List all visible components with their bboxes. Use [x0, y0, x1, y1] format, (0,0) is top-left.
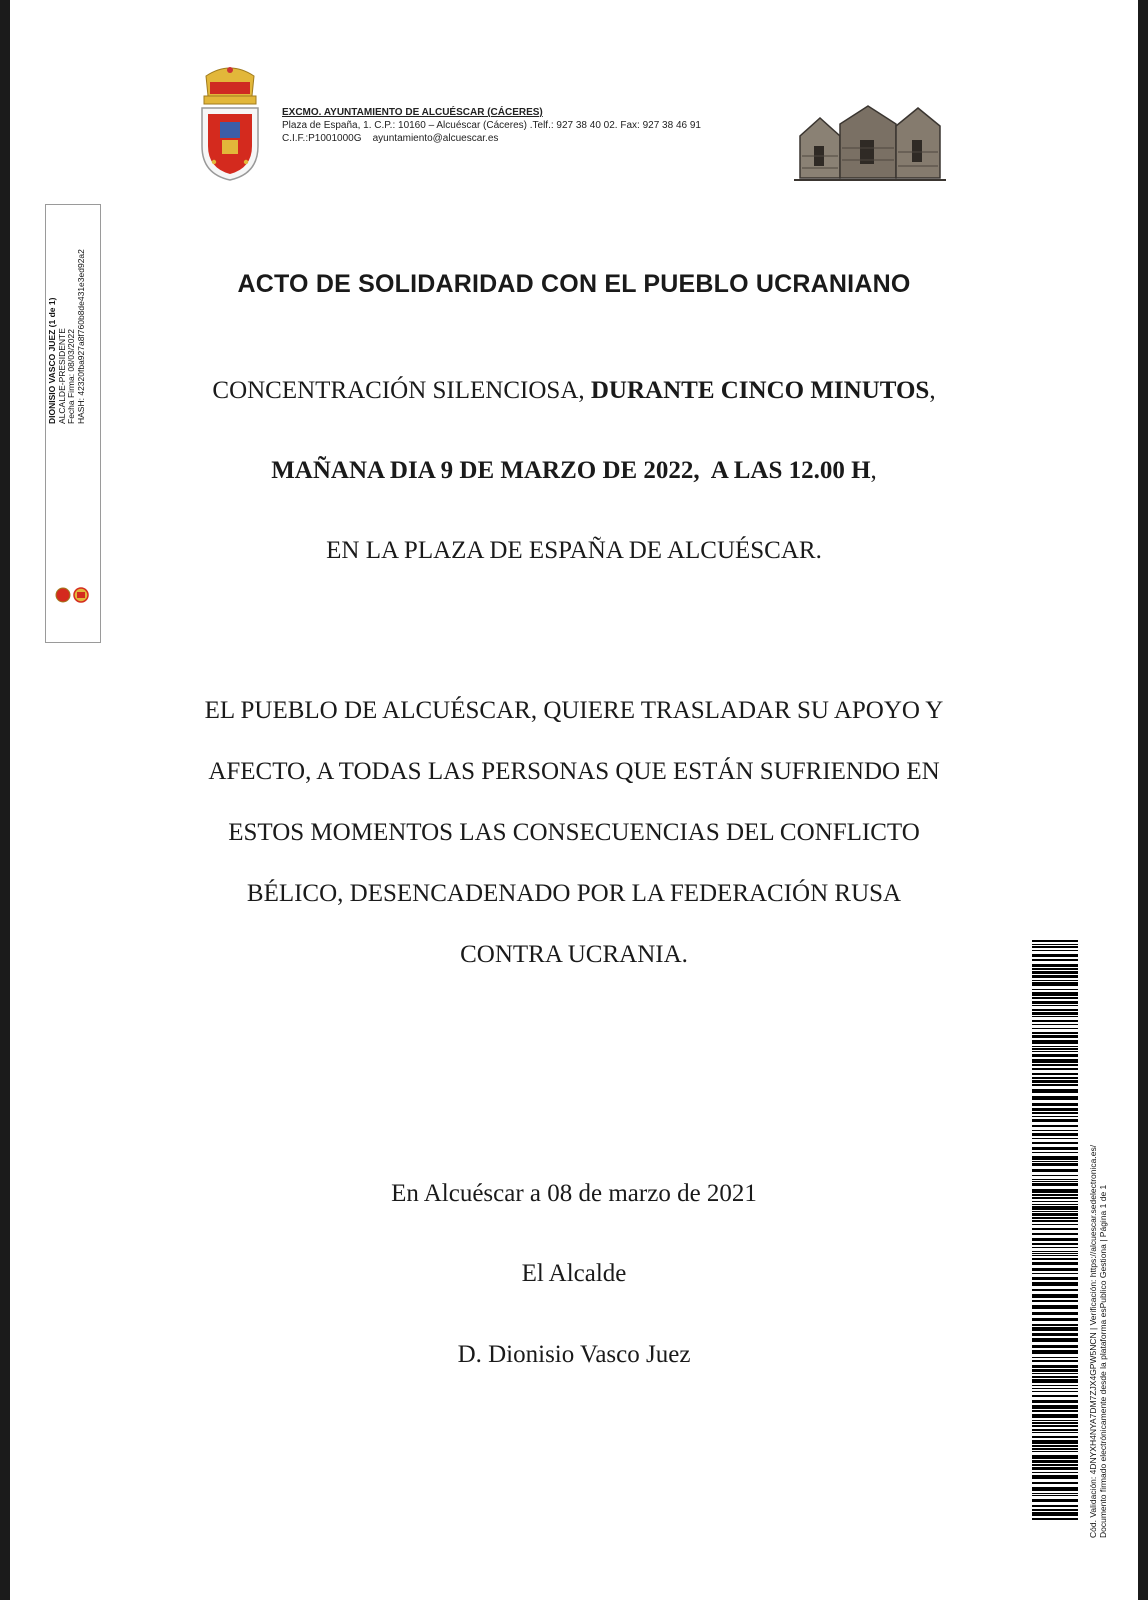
barcode-bar: [1032, 1436, 1078, 1438]
barcode-bar: [1032, 1179, 1078, 1180]
barcode-bar: [1032, 1233, 1078, 1235]
barcode-bar: [1032, 1084, 1078, 1086]
verification-line-1: Cód. Validación: 4DNYXH4NYA7DM7ZJX4GPW5NCN | Verificación: https://alcuescar.sedelectronica.es/: [1088, 1144, 1098, 1538]
barcode-bar: [1032, 1103, 1078, 1106]
barcode-bar: [1032, 1046, 1078, 1047]
barcode-bar: [1032, 1385, 1078, 1386]
signature-date: Fecha Firma: 08/03/2022: [66, 329, 76, 424]
announcement-line-1: [10, 377, 1138, 405]
barcode-bar: [1032, 1089, 1078, 1093]
barcode-bar: [1032, 1251, 1078, 1252]
barcode-bar: [1032, 1108, 1078, 1111]
barcode-bar: [1032, 971, 1078, 974]
barcode-bar: [1032, 1028, 1078, 1029]
barcode-bar: [1032, 1512, 1078, 1516]
barcode-bar: [1032, 1405, 1078, 1409]
barcode-bar: [1032, 1277, 1078, 1280]
barcode-bar: [1032, 1161, 1078, 1162]
barcode-bar: [1032, 1201, 1078, 1202]
barcode-bar: [1032, 1130, 1078, 1131]
barcode-bar: [1032, 1493, 1078, 1494]
barcode-bar: [1032, 1300, 1078, 1302]
barcode-bar: [1032, 1073, 1078, 1075]
barcode-bar: [1032, 1016, 1078, 1017]
church-illustration: [790, 96, 950, 182]
barcode-bar: [1032, 1213, 1078, 1216]
line1-normal: CONCENTRACIÓN SILENCIOSA,: [212, 377, 591, 404]
verification-line-2: Documento firmado electrónicamente desde la plataforma esPublico Gestiona | Página 1 de 1: [1098, 1184, 1108, 1538]
announcement-line-2: [10, 457, 1138, 485]
barcode-bar: [1032, 954, 1078, 957]
barcode-bar: [1032, 1112, 1078, 1114]
barcode-bar: [1032, 1035, 1078, 1038]
barcode-bar: [1032, 1175, 1078, 1176]
signature-seal-icon: [54, 584, 90, 606]
barcode-bar: [1032, 1169, 1078, 1172]
barcode-bar: [1032, 1440, 1078, 1444]
barcode-bar: [1032, 1460, 1078, 1463]
barcode-bar: [1032, 1410, 1078, 1412]
barcode-bar: [1032, 1422, 1078, 1424]
barcode-bar: [1032, 1255, 1078, 1256]
barcode-bar: [1032, 989, 1078, 990]
barcode-bar: [1032, 1262, 1078, 1265]
barcode-bar: [1032, 1189, 1078, 1193]
barcode-bar: [1032, 1499, 1078, 1502]
barcode-bar: [1032, 968, 1078, 970]
barcode-bar: [1032, 1133, 1078, 1136]
barcode-bar: [1032, 1220, 1078, 1222]
barcode-bar: [1032, 1243, 1078, 1245]
signature-role: ALCALDE-PRESIDENTE: [56, 328, 67, 424]
barcode-bar: [1032, 1505, 1078, 1507]
barcode-bar: [1032, 1001, 1078, 1004]
barcode-bar: [1032, 1142, 1078, 1144]
barcode-bar: [1032, 1051, 1078, 1052]
line1-bold: DURANTE CINCO MINUTOS: [590, 377, 930, 404]
barcode-bar: [1032, 944, 1078, 945]
barcode-bar: [1032, 1451, 1078, 1452]
barcode-bar: [1032, 1365, 1078, 1368]
barcode-bar: [1032, 1312, 1078, 1315]
paragraph-line: EL PUEBLO DE ALCUÉSCAR, QUIERE TRASLADAR SU APOYO Y: [204, 697, 944, 724]
barcode-bar: [1032, 1420, 1078, 1421]
barcode-bar: [1032, 1152, 1078, 1153]
barcode-bar: [1032, 1414, 1078, 1418]
barcode-bar: [1032, 1183, 1078, 1186]
barcode-bar: [1032, 1487, 1078, 1491]
barcode-bar: [1032, 1032, 1078, 1034]
paragraph-line: BÉLICO, DESENCADENADO POR LA FEDERACIÓN RUSA: [246, 880, 902, 907]
barcode-bar: [1032, 964, 1078, 967]
letterhead-title: EXCMO. AYUNTAMIENTO DE ALCUÉSCAR (CÁCERES): [282, 107, 543, 118]
barcode-bar: [1032, 1388, 1078, 1389]
barcode-bar: [1032, 997, 1078, 999]
barcode-bar: [1032, 992, 1078, 996]
barcode-bar: [1032, 946, 1078, 948]
barcode-bar: [1032, 1305, 1078, 1309]
barcode-bar: [1032, 975, 1078, 978]
barcode-bar: [1032, 1096, 1078, 1100]
barcode-bar: [1032, 950, 1078, 951]
signature-hash: HASH: 42320fba927a8f760b8de431e3ed92a2: [75, 249, 86, 424]
barcode-bar: [1032, 959, 1078, 961]
barcode-bar: [1032, 1012, 1078, 1015]
barcode-bar: [1032, 1376, 1078, 1378]
line1-end: ,: [929, 377, 936, 404]
date-line: En Alcuéscar a 08 de marzo de 2021: [391, 1180, 757, 1207]
document-title: ACTO DE SOLIDARIDAD CON EL PUEBLO UCRANIANO: [237, 270, 911, 298]
barcode-bar: [1032, 980, 1078, 981]
barcode-bar: [1032, 1119, 1078, 1122]
barcode-bar: [1032, 1138, 1078, 1139]
barcode-bar: [1032, 1147, 1078, 1150]
barcode-bar: [1032, 1224, 1078, 1225]
barcode-bar: [1032, 1333, 1078, 1336]
barcode-bar: [1032, 1495, 1078, 1496]
barcode-bar: [1032, 1156, 1078, 1160]
signer-role: El Alcalde: [521, 1260, 627, 1287]
barcode-bar: [1032, 1217, 1078, 1219]
barcode-bar: [1032, 982, 1078, 986]
barcode-bar: [1032, 1455, 1078, 1459]
coat-of-arms-logo: [196, 66, 264, 184]
barcode-bar: [1032, 1369, 1078, 1372]
barcode-bar: [1032, 1059, 1078, 1063]
barcode-bar: [1032, 1472, 1078, 1473]
barcode-bar: [1032, 1464, 1078, 1466]
barcode-bar: [1032, 1350, 1078, 1354]
barcode-bar: [1032, 1197, 1078, 1199]
barcode-bar: [1032, 1445, 1078, 1447]
paragraph-line: AFECTO, A TODAS LAS PERSONAS QUE ESTÁN SUFRIENDO EN: [208, 758, 940, 785]
barcode-bar: [1032, 1518, 1078, 1520]
barcode-bar: [1032, 1253, 1078, 1254]
barcode-bar: [1032, 1294, 1078, 1298]
barcode-bar: [1032, 1345, 1078, 1348]
barcode-bar: [1032, 1054, 1078, 1057]
barcode-bar: [1032, 1509, 1078, 1511]
barcode-bar: [1032, 1040, 1078, 1044]
barcode-bar: [1032, 1268, 1078, 1271]
barcode-bar: [1032, 1400, 1078, 1403]
barcode-bar: [1032, 940, 1078, 942]
barcode-bar: [1032, 1125, 1078, 1127]
document-page: [10, 0, 1138, 1600]
barcode-bar: [1032, 1379, 1078, 1383]
barcode-bar: [1032, 1064, 1078, 1066]
announcement-line-3: EN LA PLAZA DE ESPAÑA DE ALCUÉSCAR.: [326, 537, 822, 564]
barcode-bar: [1032, 1020, 1078, 1022]
signer-name: D. Dionisio Vasco Juez: [457, 1341, 691, 1368]
line2-bold: MAÑANA DIA 9 DE MARZO DE 2022, A LAS 12.00 H: [271, 457, 871, 484]
barcode-bar: [1032, 1429, 1078, 1431]
barcode-bar: [1032, 1163, 1078, 1166]
paragraph-line: CONTRA UCRANIA.: [460, 941, 688, 968]
letterhead-address: Plaza de España, 1. C.P.: 10160 – Alcuéscar (Cáceres) .Telf.: 927 38 40 02. Fax: 927 38 46 91: [282, 120, 701, 131]
line2-end: ,: [870, 457, 877, 484]
barcode-bar: [1032, 1181, 1078, 1182]
barcode-bar: [1032, 1467, 1078, 1470]
barcode-bar: [1032, 1194, 1078, 1196]
barcode-bar: [1032, 1282, 1078, 1286]
barcode-bar: [1032, 1391, 1078, 1392]
barcode-bar: [1032, 1448, 1078, 1450]
barcode-bar: [1032, 1068, 1078, 1070]
barcode-bar: [1032, 1228, 1078, 1230]
barcode-bar: [1032, 1324, 1078, 1326]
barcode-bar: [1032, 1432, 1078, 1433]
barcode-bar: [1032, 1338, 1078, 1342]
barcode-bar: [1032, 1289, 1078, 1291]
barcode-bar: [1032, 1258, 1078, 1260]
letterhead: [282, 106, 701, 145]
barcode-bar: [1032, 1009, 1078, 1011]
barcode-bar: [1032, 1273, 1078, 1274]
barcode-bar: [1032, 1318, 1078, 1321]
barcode-bar: [1032, 1211, 1078, 1212]
signature-signer: DIONISIO VASCO JUEZ (1 de 1): [47, 297, 57, 424]
barcode-bar: [1032, 1116, 1078, 1117]
barcode-bar: [1032, 1482, 1078, 1484]
barcode-bar: [1032, 1360, 1078, 1362]
barcode-bar: [1032, 1425, 1078, 1427]
barcode-bar: [1032, 1048, 1078, 1050]
barcode-bar: [1032, 1077, 1078, 1079]
barcode-bar: [1032, 1395, 1078, 1397]
letterhead-cif: C.I.F.:P1001000G ayuntamiento@alcuescar.es: [282, 133, 499, 144]
barcode-bar: [1032, 1204, 1078, 1205]
barcode-bar: [1032, 1327, 1078, 1331]
barcode-bar: [1032, 1357, 1078, 1358]
barcode-bar: [1032, 1024, 1078, 1025]
barcode-bar: [1032, 1080, 1078, 1083]
barcode-bar: [1032, 1238, 1078, 1241]
barcode-bar: [1032, 1373, 1078, 1374]
barcode-bar: [1032, 1206, 1078, 1210]
barcode-bar: [1032, 1475, 1078, 1479]
barcode-bar: [1032, 1247, 1078, 1248]
paragraph-line: ESTOS MOMENTOS LAS CONSECUENCIAS DEL CONFLICTO: [228, 819, 920, 846]
barcode-bar: [1032, 1005, 1078, 1006]
validation-barcode: [1032, 940, 1078, 1520]
